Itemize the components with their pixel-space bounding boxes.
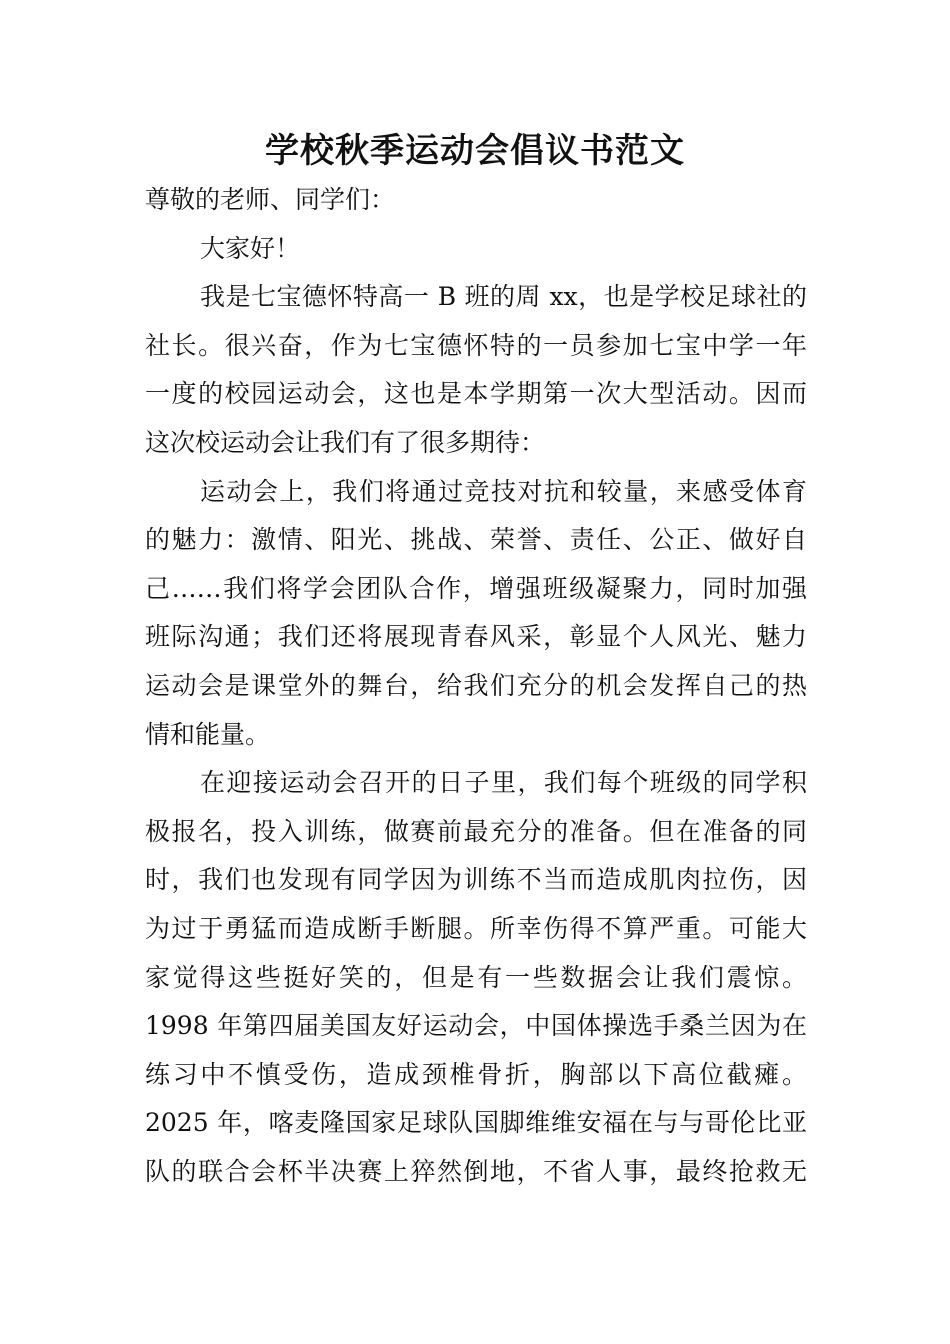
body-line: 为过于勇猛而造成断手断腿。所幸伤得不算严重。可能大	[145, 913, 807, 943]
document-title: 学校秋季运动会倡议书范文	[265, 131, 685, 171]
body-line: 这次校运动会让我们有了很多期待：	[145, 427, 546, 457]
body-line: 在迎接运动会召开的日子里，我们每个班级的同学积	[200, 768, 807, 798]
body-line: 运动会上，我们将通过竞技对抗和较量，来感受体育	[200, 476, 807, 506]
body-line: 1998 年第四届美国友好运动会，中国体操选手桑兰因为在	[145, 1011, 807, 1041]
body-line: 练习中不慎受伤，造成颈椎骨折，胸部以下高位截瘫。	[145, 1059, 807, 1089]
body-line: 运动会是课堂外的舞台，给我们充分的机会发挥自己的热	[145, 670, 807, 700]
body-line: 极报名，投入训练，做赛前最充分的准备。但在准备的同	[145, 816, 807, 846]
body-line: 的魅力：激情、阳光、挑战、荣誉、责任、公正、做好自	[145, 525, 807, 555]
body-line: 班际沟通；我们还将展现青春风采，彰显个人风光、魅力	[145, 622, 807, 652]
document-body	[145, 176, 807, 1196]
body-line: 家觉得这些挺好笑的，但是有一些数据会让我们震惊。	[145, 962, 807, 992]
body-line: 我是七宝德怀特高一 B 班的周 xx，也是学校足球社的	[200, 282, 807, 312]
body-line: 一度的校园运动会，这也是本学期第一次大型活动。因而	[145, 379, 807, 409]
body-line: 情和能量。	[145, 719, 271, 749]
body-line: 大家好！	[200, 233, 301, 263]
body-line: 社长。很兴奋，作为七宝德怀特的一员参加七宝中学一年	[145, 330, 807, 360]
body-line: 时，我们也发现有同学因为训练不当而造成肌肉拉伤，因	[145, 865, 807, 895]
body-line: 己……我们将学会团队合作，增强班级凝聚力，同时加强	[145, 573, 807, 603]
body-line: 尊敬的老师、同学们：	[145, 185, 396, 214]
body-line: 队的联合会杯半决赛上猝然倒地，不省人事，最终抢救无	[145, 1156, 807, 1186]
body-line: 2025 年，喀麦隆国家足球队国脚维维安福在与与哥伦比亚	[145, 1108, 807, 1138]
